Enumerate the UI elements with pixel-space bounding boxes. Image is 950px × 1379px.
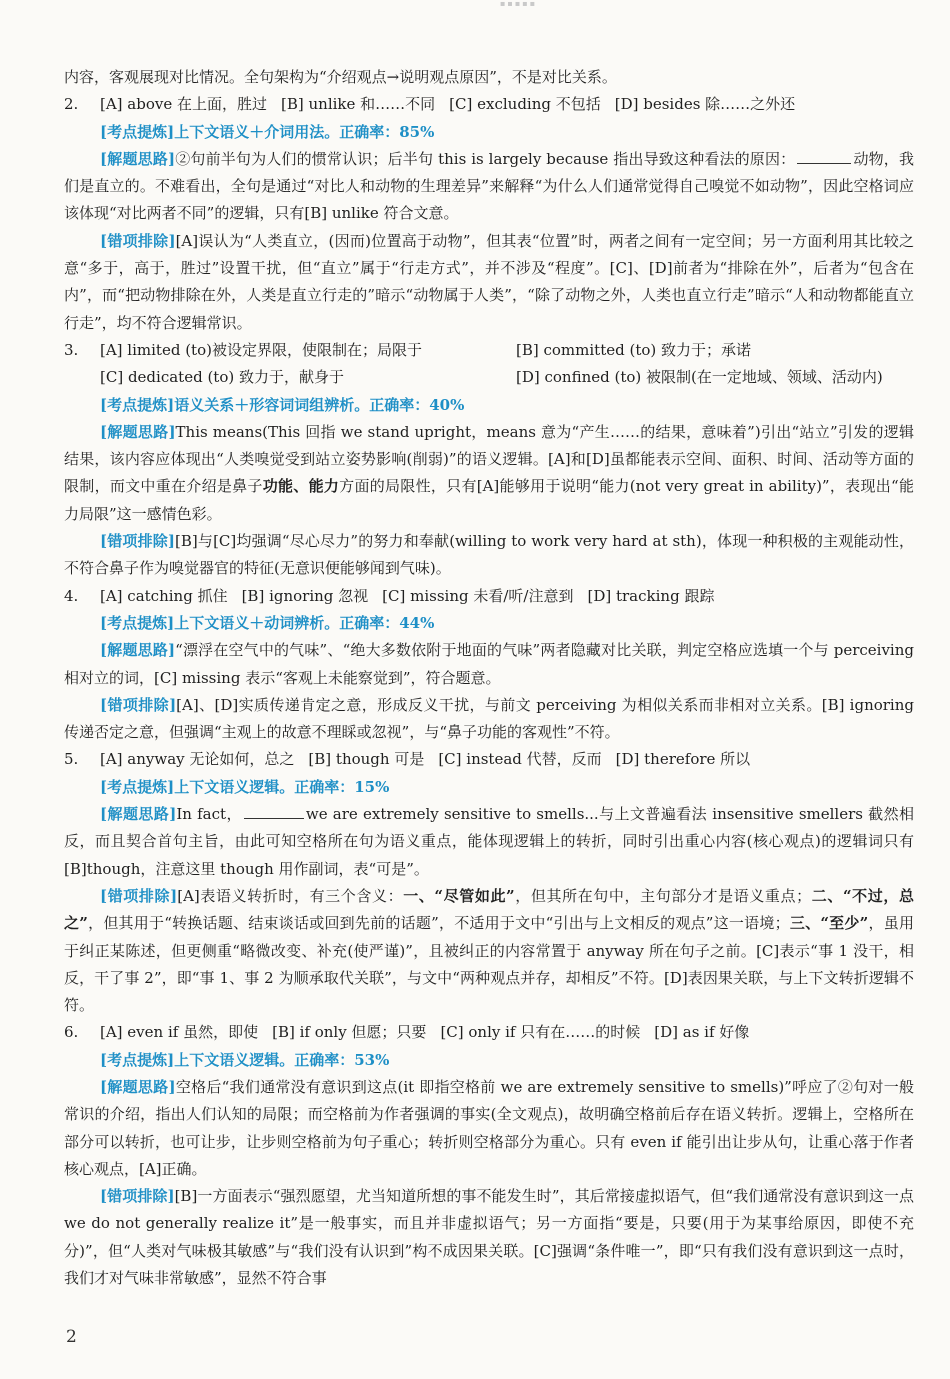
solution-emphasis: 功能、能力	[262, 477, 340, 496]
content	[64, 64, 914, 1292]
key-point-tag: [考点提炼]	[100, 613, 175, 632]
question-number: 5.	[64, 750, 79, 769]
option-c: [C] dedicated (to) 致力于，献身于	[100, 368, 344, 387]
question-4-options	[64, 583, 914, 610]
q2-solution	[64, 146, 914, 228]
solution-text-a: In fact，	[176, 805, 242, 824]
q6-key-point	[64, 1047, 914, 1074]
exclusion-text: [B]一方面表示“强烈愿望，尤当知道所想的事不能发生时”，其后常接虚拟语气，但“我们通常没有意识到这一点 we do not generally realize it”是一般事实，而且并非虚拟语气；另一方面指“要是，只要(用于为某事给原因，即使不充分)”，但“人类对气味极其敏感”与“我们没有认识到”构不成因果关联。[C]强调“条件唯一”，即“只有我们没有意识到这一点时，我们才对气味非常敏感”，显然不符合事	[64, 1187, 914, 1288]
question-number: 3.	[64, 340, 79, 359]
option-b: [B] unlike 和……不同	[281, 95, 436, 114]
q4-solution	[64, 637, 914, 692]
option-a: [A] anyway 无论如何，总之	[100, 750, 295, 769]
exclusion-text-a: [A]表语义转折时，有三个含义：	[177, 886, 404, 905]
key-point-tag: [考点提炼]	[100, 1050, 175, 1069]
question-number: 4.	[64, 586, 79, 605]
q5-key-point	[64, 774, 914, 801]
key-point-tag: [考点提炼]	[100, 122, 175, 141]
question-3-options	[64, 337, 914, 364]
solution-tag: [解题思路]	[100, 1077, 176, 1096]
option-a: [A] above 在上面，胜过	[100, 95, 268, 114]
option-c: [C] excluding 不包括	[449, 95, 601, 114]
q5-solution	[64, 801, 914, 883]
key-point-text: 上下文语义逻辑。正确率：53%	[174, 1050, 390, 1069]
question-2-options	[64, 91, 914, 118]
answer-blank	[797, 149, 851, 164]
page-number: 2	[66, 1327, 77, 1347]
exclusion-tag: [错项排除]	[100, 532, 176, 551]
answer-blank	[244, 804, 304, 819]
header-mark: ▪▪▪▪▪	[500, 0, 538, 8]
option-b: [B] ignoring 忽视	[241, 586, 369, 605]
key-point-text: 上下文语义＋介词用法。正确率：85%	[174, 122, 435, 141]
exclusion-text-d: ，虽用于纠正某陈述，但更侧重“略微改变、补充(使严谨)”，且被纠正的内容常置于 anyway 所在句子之前。[C]表示“事 1 没干，相反，干了事 2”，即“事 1、事 2 为顺承取代关联”，与文中“两种观点并存，却相反”不符。[D]表因果关联，与上下文转折逻辑不符。	[64, 914, 914, 1015]
q2-key-point	[64, 119, 914, 146]
solution-text-b: we are extremely sensitive to smells...与上文普遍看法 insensitive smellers 截然相反，而且契合首句主旨，由此可知空格所在句为语义重点，能体现逻辑上的转折，同时引出重心内容(核心观点)的逻辑词只有[B]though，注意这里 though 用作副词，表“可是”。	[64, 805, 915, 878]
q5-exclusion	[64, 883, 914, 1019]
option-b: [B] committed (to) 致力于；承诺	[516, 340, 752, 359]
exclusion-text-b: ，但其所在句中，主句部分才是语义重点；	[514, 886, 812, 905]
exclusion-tag: [错项排除]	[100, 1187, 175, 1206]
question-5-options	[64, 746, 914, 773]
key-point-tag: [考点提炼]	[100, 777, 175, 796]
solution-tag: [解题思路]	[100, 641, 176, 660]
question-number: 2.	[64, 95, 79, 114]
q3-key-point	[64, 392, 914, 419]
option-d: [D] confined (to) 被限制(在一定地域、领域、活动内)	[516, 368, 883, 387]
exclusion-emphasis-1: 一、“尽管如此”	[403, 886, 515, 905]
q3-solution	[64, 419, 914, 528]
solution-text: 空格后“我们通常没有意识到这点(it 即指空格前 we are extremely sensitive to smells)”呼应了②句对一般常识的介绍，指出人们认知的局限；而空格前为作者强调的事实(全文观点)，故明确空格前后存在语义转折。逻辑上，空格所在部分可以转折，也可让步，让步则空格前为句子重心；转折则空格部分为重心。只有 even if 能引出让步从句，让重心落于作者核心观点，[A]正确。	[64, 1077, 914, 1178]
q6-solution	[64, 1074, 914, 1183]
option-b: [B] if only 但愿；只要	[272, 1023, 427, 1042]
key-point-text: 语义关系＋形容词词组辨析。正确率：40%	[174, 395, 465, 414]
option-c: [C] only if 只有在……的时候	[440, 1023, 641, 1042]
key-point-tag: [考点提炼]	[100, 395, 175, 414]
option-c: [C] instead 代替，反而	[438, 750, 602, 769]
top-line: 内容，客观展现对比情况。全句架构为“介绍观点→说明观点原因”，不是对比关系。	[64, 68, 617, 86]
solution-text-a: This means(This 回指 we stand upright，means 意为“产生……的结果，意味着”)引出“站立”引发的逻辑结果，该内容应体现出“人类嗅觉受到站立姿势影响(削弱)”的语义逻辑。[A]和[D]虽都能表示空间、面积、时间、活动等方面的限制，而文中重在介绍是鼻子	[64, 422, 914, 496]
exclusion-emphasis-2: 二、“不过，总之”	[64, 886, 914, 933]
solution-text-a: ②句前半句为人们的惯常认识；后半句 this is largely because 指出导致这种看法的原因：	[175, 149, 796, 168]
question-3-options-row2	[64, 364, 914, 391]
exclusion-tag: [错项排除]	[100, 695, 177, 714]
solution-tag: [解题思路]	[100, 422, 176, 441]
q3-exclusion	[64, 528, 914, 583]
option-d: [D] as if 好像	[654, 1023, 750, 1042]
q6-exclusion	[64, 1183, 914, 1292]
option-b: [B] though 可是	[308, 750, 425, 769]
solution-tag: [解题思路]	[100, 149, 176, 168]
key-point-text: 上下文语义逻辑。正确率：15%	[174, 777, 390, 796]
exclusion-emphasis-3: 三、“至少”	[789, 914, 869, 933]
option-a: [A] catching 抓住	[100, 586, 228, 605]
exclusion-text: [B]与[C]均强调“尽心尽力”的努力和奉献(willing to work very hard at sth)，体现一种积极的主观能动性，不符合鼻子作为嗅觉器官的特征(无意识便能够闻到气味)。	[64, 532, 914, 578]
exclusion-text-c: ，但其用于“转换话题、结束谈话或回到先前的话题”，不适用于文中“引出与上文相反的观点”这一语境；	[87, 914, 790, 933]
question-number: 6.	[64, 1023, 79, 1042]
option-a: [A] limited (to)被设定界限，使限制在；局限于	[100, 340, 422, 359]
question-6-options	[64, 1019, 914, 1046]
q2-exclusion	[64, 228, 914, 337]
option-c: [C] missing 未看/听/注意到	[382, 586, 574, 605]
q4-key-point	[64, 610, 914, 637]
option-d: [D] besides 除……之外还	[614, 95, 796, 114]
q4-exclusion	[64, 692, 914, 747]
option-d: [D] tracking 跟踪	[587, 586, 715, 605]
key-point-text: 上下文语义＋动词辨析。正确率：44%	[174, 613, 435, 632]
exclusion-tag: [错项排除]	[100, 886, 178, 905]
solution-text: “漂浮在空气中的气味”、“绝大多数依附于地面的气味”两者隐藏对比关联，判定空格应选填一个与 perceiving 相对立的词，[C] missing 表示“客观上未能察觉到”，符合题意。	[64, 641, 914, 687]
option-d: [D] therefore 所以	[615, 750, 751, 769]
exclusion-tag: [错项排除]	[100, 231, 176, 250]
exclusion-text: [A]、[D]实质传递肯定之意，形成反义干扰，与前文 perceiving 为相似关系而非相对立关系。[B] ignoring 传递否定之意，但强调“主观上的故意不理睬或忽视”，与“鼻子功能的客观性”不符。	[64, 695, 914, 742]
exclusion-text: [A]误认为“人类直立，(因而)位置高于动物”，但其表“位置”时，两者之间有一定空间；另一方面利用其比较之意“多于，高于，胜过”设置干扰，但“直立”属于“行走方式”，并不涉及“程度”。[C]、[D]前者为“排除在外”，后者为“包含在内”，而“把动物排除在外，人类是直立行走的”暗示“动物属于人类”，“除了动物之外，人类也直立行走”暗示“人和动物都能直立行走”，均不符合逻辑常识。	[64, 231, 915, 332]
solution-text-b: 动物，我们是直立的。不难看出，全句是通过“对比人和动物的生理差异”来解释“为什么人们通常觉得自己嗅觉不如动物”，因此空格词应该体现“对比两者不同”的逻辑，只有[B] unlike 符合文意。	[64, 149, 914, 223]
solution-text-b: 方面的局限性，只有[A]能够用于说明“能力(not very great in ability)”，表现出“能力局限”这一感情色彩。	[64, 477, 914, 523]
solution-tag: [解题思路]	[100, 805, 177, 824]
option-a: [A] even if 虽然，即使	[100, 1023, 259, 1042]
